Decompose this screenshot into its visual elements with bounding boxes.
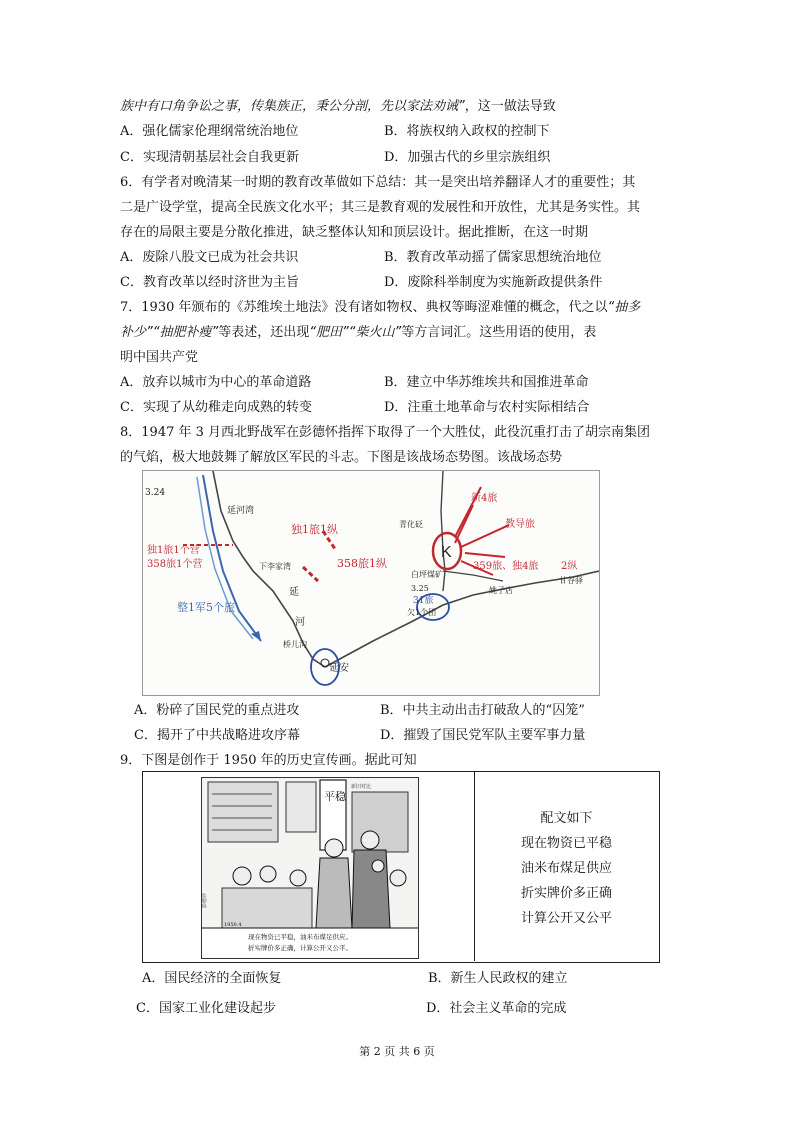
battle-map-svg [143, 471, 599, 695]
poster-year: 1950.4 [224, 922, 242, 928]
q6-option-a[interactable]: A．废除八股文已成为社会共识 [120, 250, 299, 265]
q5-option-b[interactable]: B．将族权纳入政权的控制下 [384, 124, 550, 139]
map-label-zheng1jun: 整1军5个旅 [177, 601, 235, 614]
map-label-31lv-b: 欠1个团 [407, 608, 437, 617]
q8-line-1: 8．1947 年 3 月西北野战军在彭德怀指挥下取得了一个大胜仗，此役沉重打击了胡宗南集团 [120, 425, 651, 440]
q6-line-2: 二是广设学堂，提高全民族文化水平；其三是教育观的发展性和开放性，尤其是务实性。其 [120, 200, 641, 215]
poster-caption-line-1: 现在物资已平稳 [520, 836, 612, 851]
q6-line-3: 存在的局限主要是分散化推进，缺乏整体认知和顶层设计。据此推断，在这一时期 [120, 225, 589, 240]
map-label-2zong: 2纵 [561, 561, 578, 572]
poster-caption-line-3: 折实牌价多正确 [520, 886, 612, 901]
q5-option-a[interactable]: A．强化儒家伦理纲常统治地位 [120, 124, 299, 139]
battle-map [142, 470, 600, 696]
poster-caption-line-2: 油米布煤足供应 [520, 861, 612, 876]
q8-option-d[interactable]: D．摧毁了国民党军队主要军事力量 [380, 728, 586, 743]
map-label-date-325: 3.25 [411, 584, 429, 593]
poster-face-1 [233, 867, 251, 885]
q7-line-2-b: 等表述，还出现 [218, 325, 310, 340]
q8-line-2: 的气焰，极大地鼓舞了解放区军民的斗志。下图是该战场态势图。该战场态势 [120, 450, 563, 465]
poster-side-text: 彭德作 [202, 892, 208, 908]
q7-line-1-a: 7．1930 年颁布的《苏维埃土地法》没有诸如物权、典权等晦涩难懂的概念，代之以 [120, 300, 608, 315]
q7-line-2-d: 等方言词汇。这些用语的使用，表 [401, 325, 597, 340]
poster-subtitle: 新旧对比 [351, 784, 372, 790]
map-label-qiaoergou: 桥儿沟 [283, 640, 307, 649]
poster-child [372, 860, 384, 872]
q9-stem: 9．下图是创作于 1950 年的历史宣传画。据此可知 [120, 753, 417, 768]
q5-text-line [120, 98, 556, 116]
map-label-358lv1zhou: 358旅1纵 [337, 557, 387, 570]
poster-caption-title: 配文如下 [540, 811, 593, 826]
map-label-359lv: 359旅、独4旅 [473, 561, 539, 572]
map-label-guanzhuang: 姚子店 [489, 586, 513, 595]
map-label-xin4lv: 新4旅 [471, 493, 498, 504]
poster-man [352, 850, 390, 928]
q7-line-1-b: “抽多 [607, 300, 641, 315]
q5-option-c[interactable]: C．实现清朝基层社会自我更新 [120, 150, 299, 165]
poster-sign-text: 平稳 [324, 790, 346, 803]
poster-caption-line-4: 计算公开又公平 [520, 911, 612, 926]
map-label-baichengmei: 白坪煤矿 [411, 570, 443, 579]
q7-line-3: 明中国共产党 [120, 350, 199, 365]
poster-illustration [202, 778, 418, 958]
q6-option-d[interactable]: D．废除科举制度为实施新政提供条件 [384, 275, 603, 290]
map-label-xiaziwan: 下李家湾 [259, 562, 291, 571]
poster-window [286, 782, 316, 832]
q9-option-c[interactable]: C．国家工业化建设起步 [136, 1001, 276, 1016]
map-label-yanhewan: 延河湾 [227, 506, 255, 516]
map-label-k: K [441, 544, 452, 561]
q8-option-b[interactable]: B．中共主动出击打破敌人的“囚笼” [380, 703, 585, 718]
q8-option-c[interactable]: C．揭开了中共战略进攻序幕 [134, 728, 300, 743]
q7-line-1 [120, 299, 640, 317]
q5-option-d[interactable]: D．加强古代的乡里宗族组织 [384, 150, 551, 165]
poster-face-4 [390, 870, 406, 886]
page-footer: 第 2 页 共 6 页 [359, 1045, 435, 1058]
poster-bottom-line-2: 折实牌价多正确，计算公开又公平。 [248, 944, 352, 952]
map-label-qinghuabian: 青化砭 [399, 520, 423, 529]
propaganda-poster [201, 777, 419, 959]
road-east [325, 571, 599, 667]
q5-tail: ，这一做法导致 [464, 99, 556, 114]
map-label-date-top: 3.24 [145, 488, 166, 498]
poster-woman [316, 858, 352, 928]
q5-quote: 族中有口角争讼之事，传集族正，秉公分剖，先以家法劝诫” [120, 99, 465, 114]
q7-line-2-c: “肥田”“柴火山” [309, 325, 402, 340]
blue-arrowhead [251, 631, 261, 641]
map-label-yan: 延 [289, 587, 299, 598]
q6-option-c[interactable]: C．教育改革以经时济世为主旨 [120, 275, 299, 290]
red-attack-3 [465, 553, 505, 557]
map-label-du1lv1ying: 独1旅1个营 [147, 545, 200, 556]
poster-shelf [352, 792, 408, 852]
q6-line-1: 6．有学者对晚清某一时期的教育改革做如下总结：其一是突出培养翻译人才的重要性；其 [120, 175, 636, 190]
q7-option-b[interactable]: B．建立中华苏维埃共和国推进革命 [384, 375, 589, 390]
q9-option-b[interactable]: B．新生人民政权的建立 [428, 971, 568, 986]
q6-option-b[interactable]: B．教育改革动摇了儒家思想统治地位 [384, 250, 602, 265]
poster-bottom-line-1: 现在物资已平稳，油米布煤足供应。 [248, 933, 352, 941]
q9-option-a[interactable]: A．国民经济的全面恢复 [142, 971, 282, 986]
poster-price-board [208, 782, 278, 842]
q7-line-2-a: 补少”“抽肥补瘦” [120, 325, 219, 340]
map-label-du1lv: 独1旅1纵 [291, 523, 338, 536]
map-label-jiaodaolv: 教导旅 [505, 519, 535, 530]
map-label-yanan: 延安 [329, 663, 349, 674]
poster-face-3 [290, 870, 306, 886]
road-link [443, 571, 503, 581]
map-label-ganguyi: 甘谷驿 [559, 576, 583, 585]
q7-option-d[interactable]: D．注重土地革命与农村实际相结合 [384, 400, 590, 415]
q8-option-a[interactable]: A．粉碎了国民党的重点进攻 [134, 703, 300, 718]
map-label-he: 河 [295, 617, 305, 628]
q7-option-c[interactable]: C．实现了从幼稚走向成熟的转变 [120, 400, 312, 415]
map-label-31lv: 31旅 [413, 596, 434, 606]
map-label-358lv1ying: 358旅1个营 [147, 559, 203, 570]
red-arrow-2 [303, 567, 318, 581]
red-attack-2 [461, 525, 509, 547]
poster-face-2 [260, 866, 276, 882]
q7-option-a[interactable]: A．放弃以城市为中心的革命道路 [120, 375, 312, 390]
q7-line-2 [120, 324, 596, 342]
q9-option-d[interactable]: D．社会主义革命的完成 [426, 1001, 567, 1016]
yanan-dot [321, 659, 329, 667]
